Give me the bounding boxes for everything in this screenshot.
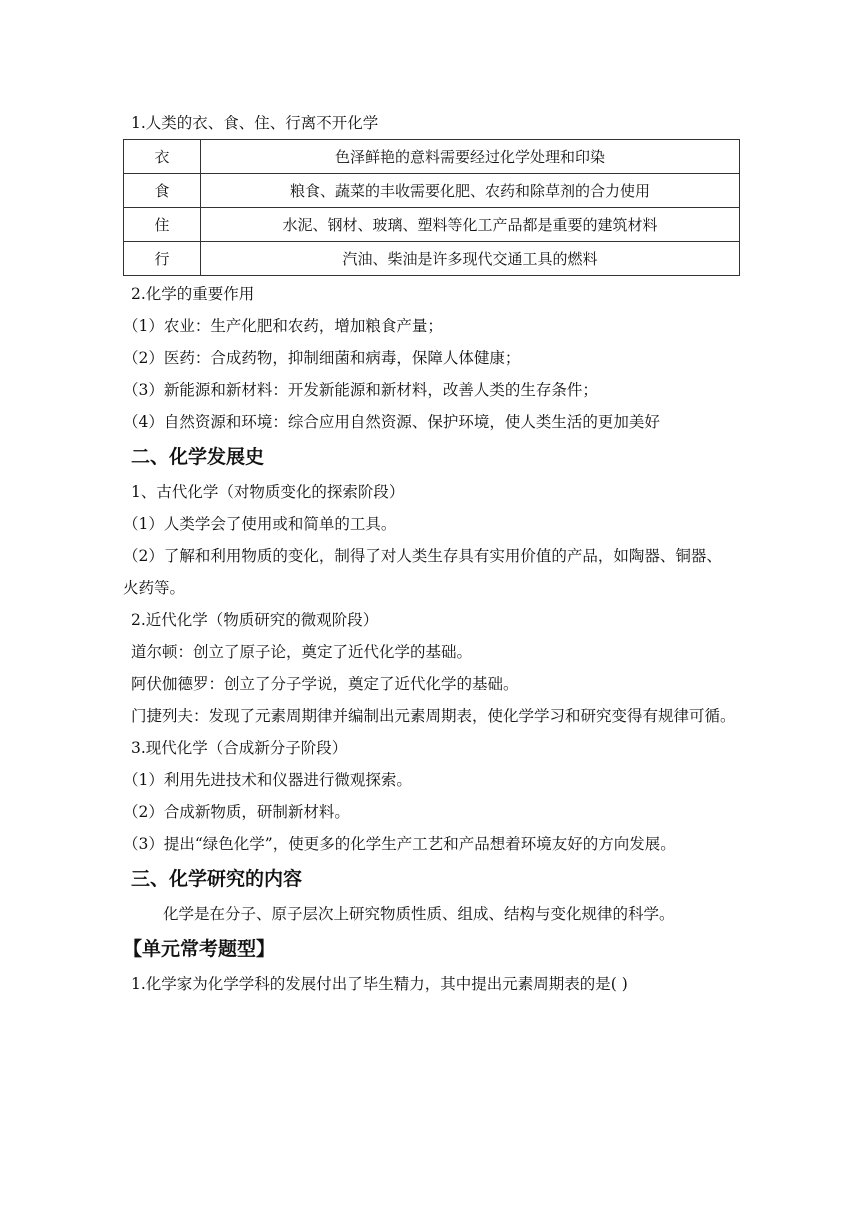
table-value-cell: 水泥、钢材、玻璃、塑料等化工产品都是重要的建筑材料 [201, 208, 740, 242]
ancient-title: 1、古代化学（对物质变化的探索阶段） [131, 483, 405, 501]
table-value-cell: 粮食、蔬菜的丰收需要化肥、农药和除草剂的合力使用 [201, 174, 740, 208]
table-key-cell: 行 [124, 242, 201, 276]
section-2-title: 2.化学的重要作用 [131, 285, 255, 303]
contemporary-item: （2）合成新物质，研制新材料。 [123, 803, 350, 821]
table-row [124, 208, 740, 242]
dalton-line: 道尔顿：创立了原子论，奠定了近代化学的基础。 [131, 643, 473, 661]
heading-history: 二、化学发展史 [131, 446, 265, 468]
question-1: 1.化学家为化学学科的发展付出了毕生精力，其中提出元素周期表的是( ) [131, 975, 628, 993]
table-value-cell: 色泽鲜艳的意料需要经过化学处理和印染 [201, 140, 740, 174]
heading-research: 三、化学研究的内容 [131, 868, 303, 890]
table-key-cell: 食 [124, 174, 201, 208]
avogadro-line: 阿伏伽德罗：创立了分子学说，奠定了近代化学的基础。 [131, 675, 519, 693]
role-item: （2）医药：合成药物，抑制细菌和病毒，保障人体健康； [123, 349, 521, 367]
ancient-item: （1）人类学会了使用或和简单的工具。 [123, 515, 397, 533]
contemporary-item: （3）提出“绿色化学”，使更多的化学生产工艺和产品想着环境友好的方向发展。 [123, 835, 676, 853]
modern-title: 2.近代化学（物质研究的微观阶段） [131, 611, 379, 629]
contemporary-item: （1）利用先进技术和仪器进行微观探索。 [123, 771, 412, 789]
document-page [123, 107, 741, 1000]
section-1-title: 1.人类的衣、食、住、行离不开化学 [131, 114, 379, 132]
table-key-cell: 衣 [124, 140, 201, 174]
table-row [124, 174, 740, 208]
table-row [124, 140, 740, 174]
table-key-cell: 住 [124, 208, 201, 242]
table-row [124, 242, 740, 276]
role-item: （3）新能源和新材料：开发新能源和新材料，改善人类的生存条件； [123, 381, 598, 399]
heading-question-types: 【单元常考题型】 [123, 938, 276, 960]
role-item: （1）农业：生产化肥和农药，增加粮食产量； [123, 317, 443, 335]
ancient-item: （2）了解和利用物质的变化，制得了对人类生存具有实用价值的产品，如陶器、铜器、火药等。 [123, 547, 722, 597]
mendeleev-line: 门捷列夫：发现了元素周期律并编制出元素周期表，使化学学习和研究变得有规律可循。 [131, 707, 736, 725]
definition-text: 化学是在分子、原子层次上研究物质性质、组成、结构与变化规律的科学。 [163, 905, 675, 923]
contemporary-title: 3.现代化学（合成新分子阶段） [131, 739, 348, 757]
table-value-cell: 汽油、柴油是许多现代交通工具的燃料 [201, 242, 740, 276]
role-item: （4）自然资源和环境：综合应用自然资源、保护环境，使人类生活的更加美好 [123, 413, 660, 431]
daily-life-table [123, 139, 740, 276]
